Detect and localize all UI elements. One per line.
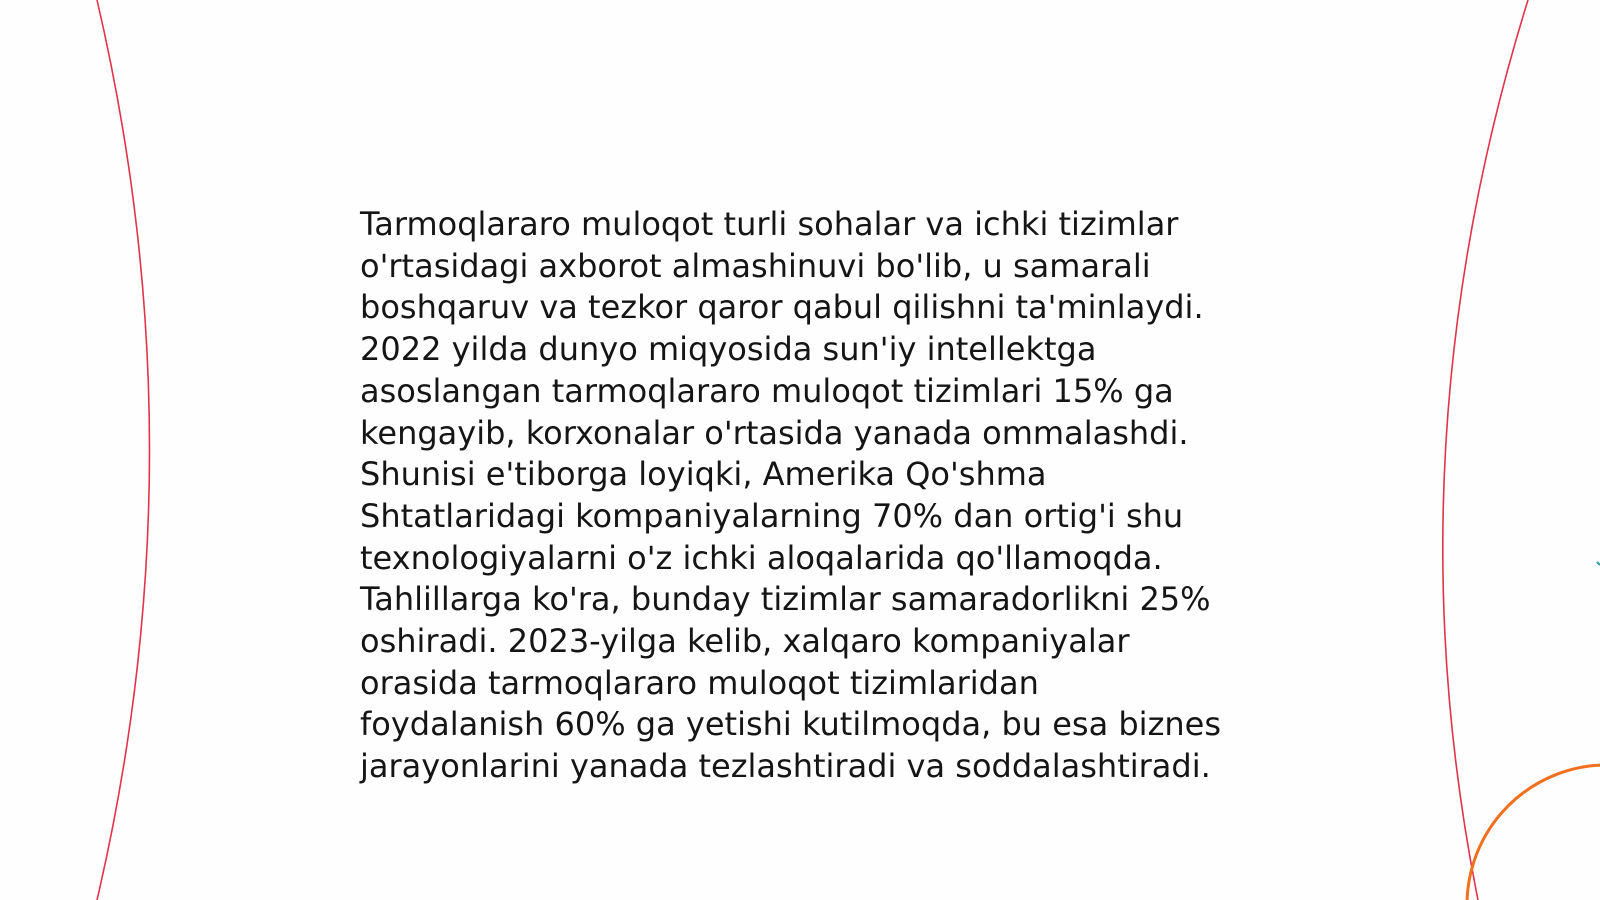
orange-circle-arc — [1467, 765, 1600, 900]
paragraph-line: Shtatlaridagi kompaniyalarning 70% dan ortig'i shu — [360, 496, 1184, 535]
paragraph-line: orasida tarmoqlararo muloqot tizimlaridan — [360, 663, 1039, 702]
left-red-arc — [97, 0, 150, 900]
right-red-arc — [1443, 0, 1528, 900]
paragraph-line: boshqaruv va tezkor qaror qabul qilishni ta'minlaydi. — [360, 288, 1204, 327]
paragraph-line: asoslangan tarmoqlararo muloqot tizimlari 15% ga — [360, 371, 1174, 410]
paragraph-line: 2022 yilda dunyo miqyosida sun'iy intellektga — [360, 330, 1097, 369]
paragraph-line: foydalanish 60% ga yetishi kutilmoqda, bu esa biznes — [360, 705, 1221, 744]
paragraph-line: o'rtasidagi axborot almashinuvi bo'lib, u samarali — [360, 246, 1151, 285]
paragraph-line: oshiradi. 2023-yilga kelib, xalqaro kompaniyalar — [360, 622, 1130, 661]
paragraph-line: texnologiyalarni o'z ichki aloqalarida qo'llamoqda. — [360, 538, 1163, 577]
paragraph-line: Tahlillarga ko'ra, bunday tizimlar samaradorlikni 25% — [360, 580, 1211, 619]
paragraph-line: jarayonlarini yanada tezlashtiradi va soddalashtiradi. — [360, 747, 1211, 786]
paragraph-line: Tarmoqlararo muloqot turli sohalar va ichki tizimlar — [360, 205, 1179, 243]
paragraph-line: kengayib, korxonalar o'rtasida yanada ommalashdi. — [360, 413, 1189, 452]
body-paragraph — [360, 204, 1240, 788]
paragraph-line: Shunisi e'tiborga loyiqki, Amerika Qo'shma — [360, 455, 1047, 494]
